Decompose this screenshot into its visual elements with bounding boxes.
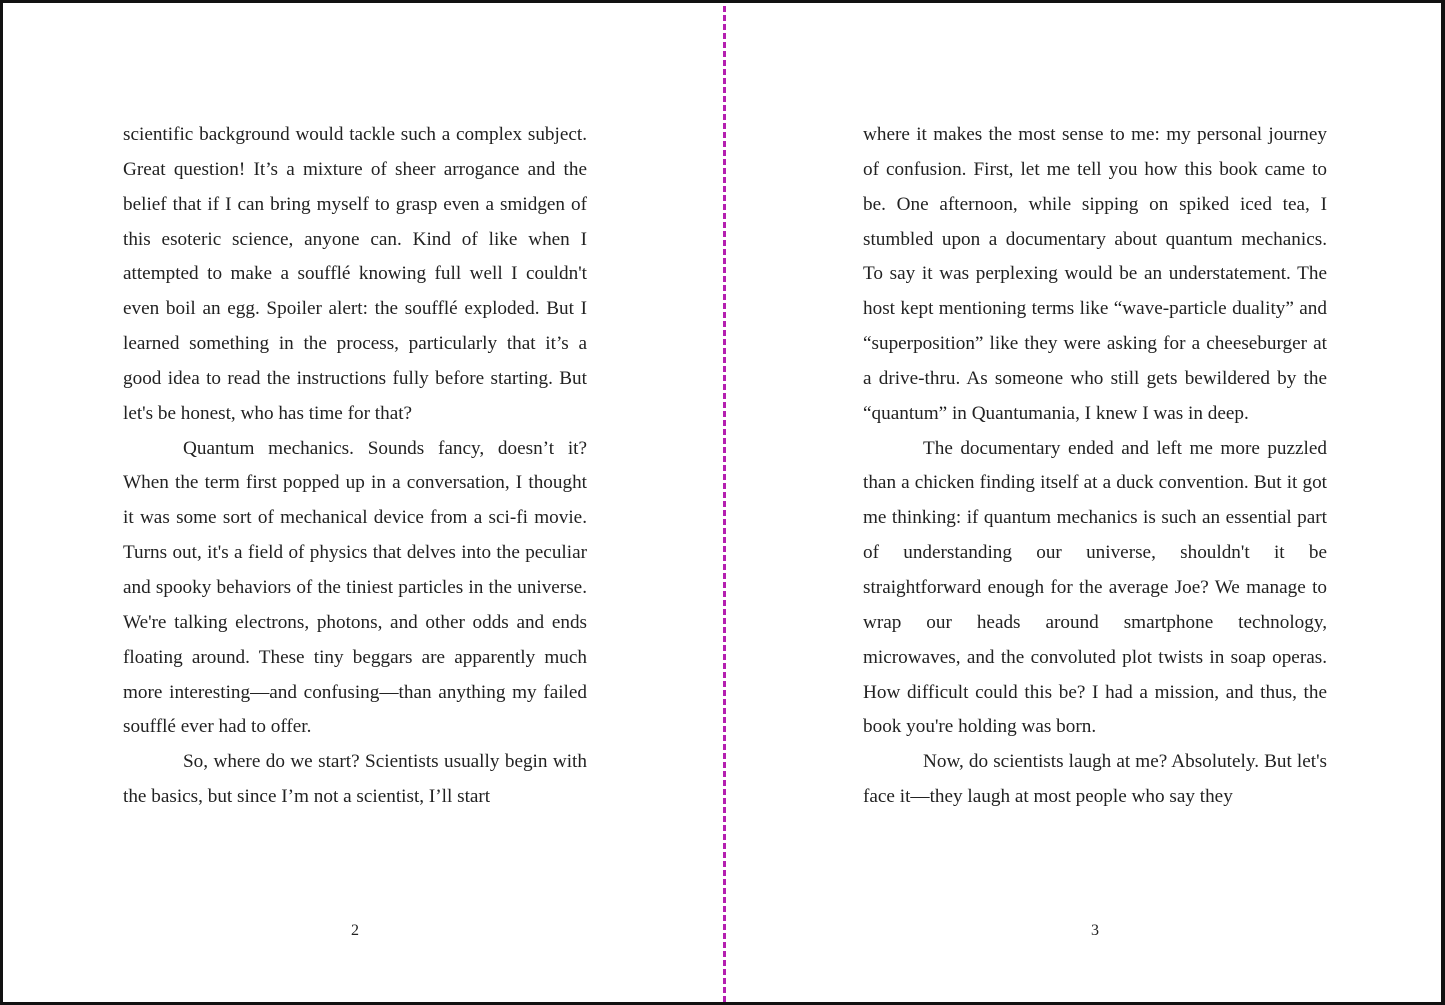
left-page <box>3 3 723 1005</box>
left-paragraph-1: scientific background would tackle such a complex subject. Great question! It’s a mixture of sheer arrogance and the belief that if I can bring myself to grasp even a smidgen of this esoteric science, anyone can. Kind of like when I attempted to make a soufflé knowing full well I couldn't even boil an egg. Spoiler alert: the soufflé exploded. But I learned something in the process, particularly that it’s a good idea to read the instructions fully before starting. But let's be honest, who has time for that? <box>123 124 587 424</box>
left-page-number: 2 <box>351 922 359 939</box>
right-page <box>726 3 1445 1005</box>
right-page-number: 3 <box>1091 922 1099 939</box>
left-page-body <box>123 118 587 815</box>
right-page-body <box>863 118 1327 815</box>
right-paragraph-3: Now, do scientists laugh at me? Absolutely. But let's face it—they laugh at most people who say they <box>863 751 1327 808</box>
left-paragraph-3: So, where do we start? Scientists usually begin with the basics, but since I’m not a scientist, I’ll start <box>123 751 587 808</box>
right-paragraph-1: where it makes the most sense to me: my personal journey of confusion. First, let me tell you how this book came to be. One afternoon, while sipping on spiked iced tea, I stumbled upon a documentary about quantum mechanics. To say it was perplexing would be an understatement. The host kept mentioning terms like “wave-particle duality” and “superposition” like they were asking for a cheeseburger at a drive-thru. As someone who still gets bewildered by the “quantum” in Quantumania, I knew I was in deep. <box>863 124 1327 424</box>
right-paragraph-2: The documentary ended and left me more puzzled than a chicken finding itself at a duck convention. But it got me thinking: if quantum mechanics is such an essential part of understanding our universe, shouldn't it be straightforward enough for the average Joe? We manage to wrap our heads around smartphone technology, microwaves, and the convoluted plot twists in soap operas. How difficult could this be? I had a mission, and thus, the book you're holding was born. <box>863 437 1327 738</box>
left-paragraph-2: Quantum mechanics. Sounds fancy, doesn’t it? When the term first popped up in a conversation, I thought it was some sort of mechanical device from a sci-fi movie. Turns out, it's a field of physics that delves into the peculiar and spooky behaviors of the tiniest particles in the universe. We're talking electrons, photons, and other odds and ends floating around. These tiny beggars are apparently much more interesting—and confusing—than anything my failed soufflé ever had to offer. <box>123 437 587 738</box>
